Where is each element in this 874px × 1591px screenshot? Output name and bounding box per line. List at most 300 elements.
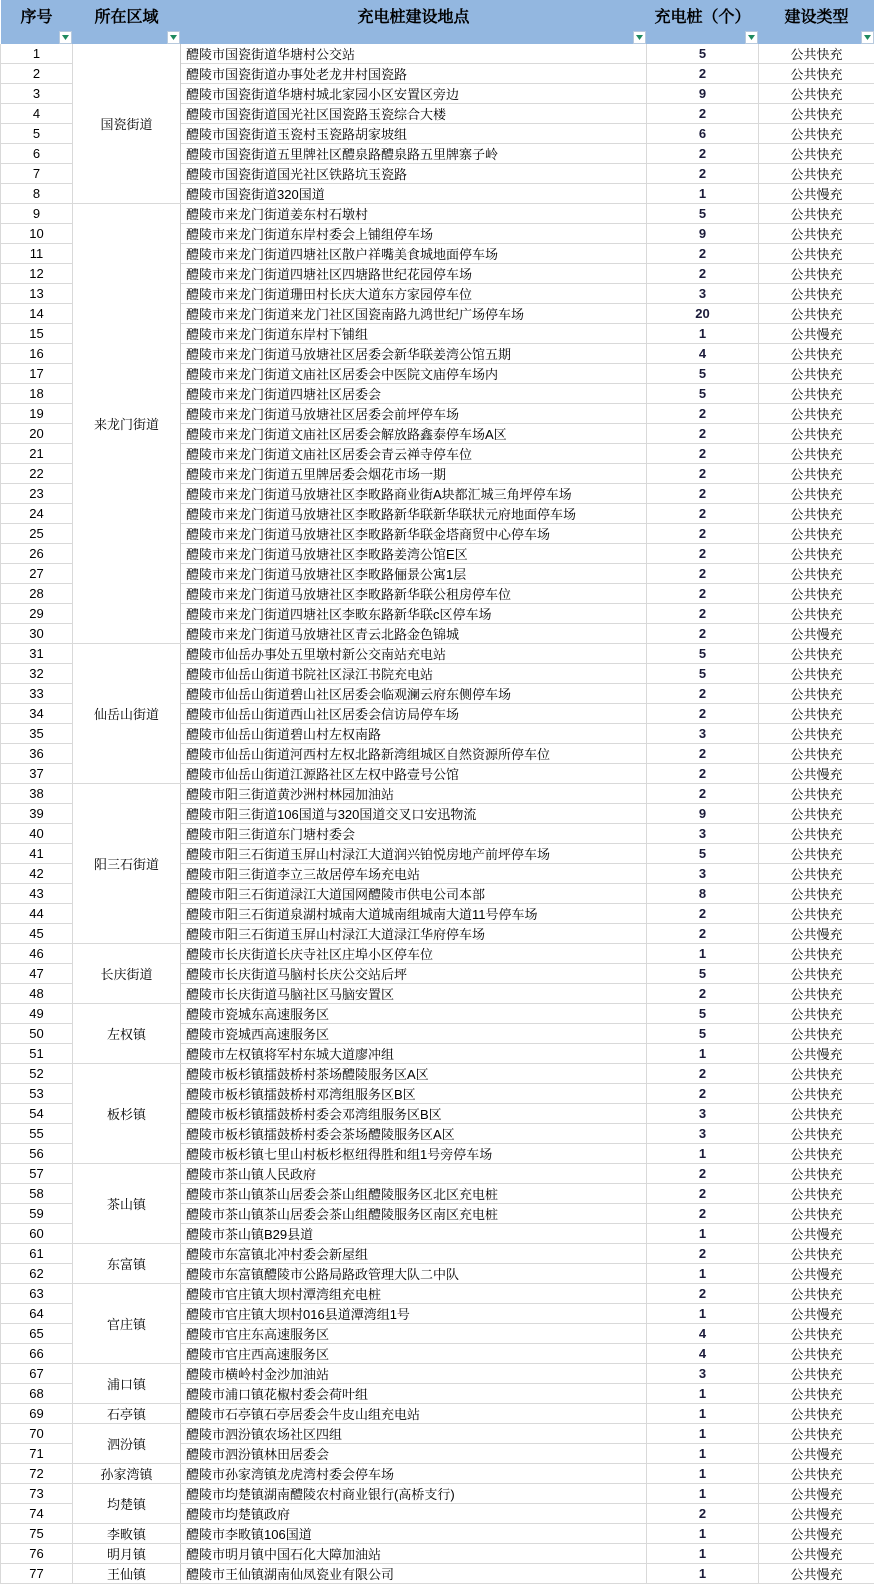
cell-type: 公共快充: [759, 424, 874, 444]
cell-type: 公共快充: [759, 784, 874, 804]
table-row: [1, 44, 874, 64]
filter-dropdown-icon-location[interactable]: [633, 31, 646, 44]
cell-type: 公共快充: [759, 724, 874, 744]
cell-index: 25: [1, 524, 73, 544]
table-row: [1, 204, 874, 224]
cell-type: 公共快充: [759, 584, 874, 604]
cell-location: 醴陵市长庆街道马脑村长庆公交站后坪: [181, 964, 647, 984]
cell-location: 醴陵市仙岳山街道碧山社区居委会临观澜云府东侧停车场: [181, 684, 647, 704]
cell-count: 2: [647, 504, 759, 524]
cell-count: 5: [647, 44, 759, 64]
filter-dropdown-icon-region[interactable]: [167, 31, 180, 44]
cell-region: 孙家湾镇: [73, 1464, 181, 1484]
cell-count: 1: [647, 184, 759, 204]
cell-location: 醴陵市石亭镇石亭居委会牛皮山组充电站: [181, 1404, 647, 1424]
cell-index: 32: [1, 664, 73, 684]
cell-count: 1: [647, 1544, 759, 1564]
cell-type: 公共快充: [759, 1024, 874, 1044]
cell-location: 醴陵市国瓷街道五里牌社区醴泉路醴泉路五里牌寨子岭: [181, 144, 647, 164]
cell-type: 公共快充: [759, 824, 874, 844]
cell-index: 69: [1, 1404, 73, 1424]
table-row: [1, 1064, 874, 1084]
cell-count: 2: [647, 484, 759, 504]
cell-count: 1: [647, 1524, 759, 1544]
cell-type: 公共慢充: [759, 1524, 874, 1544]
cell-type: 公共快充: [759, 304, 874, 324]
cell-type: 公共快充: [759, 1244, 874, 1264]
table-row: [1, 1364, 874, 1384]
cell-type: 公共快充: [759, 1464, 874, 1484]
cell-location: 醴陵市阳三街道106国道与320国道交叉口安迅物流: [181, 804, 647, 824]
table-row: [1, 1544, 874, 1564]
cell-index: 24: [1, 504, 73, 524]
cell-type: 公共快充: [759, 904, 874, 924]
cell-location: 醴陵市仙岳山街道碧山村左权南路: [181, 724, 647, 744]
cell-index: 65: [1, 1324, 73, 1344]
cell-type: 公共慢充: [759, 1044, 874, 1064]
cell-type: 公共快充: [759, 1104, 874, 1124]
cell-index: 14: [1, 304, 73, 324]
cell-location: 醴陵市明月镇中国石化大障加油站: [181, 1544, 647, 1564]
cell-location: 醴陵市阳三街道李立三故居停车场充电站: [181, 864, 647, 884]
cell-region: 阳三石街道: [73, 784, 181, 944]
cell-type: 公共快充: [759, 1164, 874, 1184]
cell-type: 公共快充: [759, 884, 874, 904]
cell-location: 醴陵市来龙门街道文庙社区居委会解放路鑫泰停车场A区: [181, 424, 647, 444]
cell-location: 醴陵市阳三石街道玉屏山村渌江大道润兴铂悦房地产前坪停车场: [181, 844, 647, 864]
cell-count: 5: [647, 964, 759, 984]
cell-type: 公共快充: [759, 964, 874, 984]
table-row: [1, 1164, 874, 1184]
cell-index: 15: [1, 324, 73, 344]
cell-location: 醴陵市孙家湾镇龙虎湾村委会停车场: [181, 1464, 647, 1484]
cell-location: 醴陵市茶山镇人民政府: [181, 1164, 647, 1184]
cell-count: 2: [647, 904, 759, 924]
cell-type: 公共快充: [759, 64, 874, 84]
cell-count: 2: [647, 1184, 759, 1204]
cell-type: 公共快充: [759, 504, 874, 524]
table-row: [1, 1564, 874, 1584]
cell-location: 醴陵市板杉镇七里山村板杉枢纽得胜和组1号旁停车场: [181, 1144, 647, 1164]
cell-count: 2: [647, 544, 759, 564]
cell-location: 醴陵市阳三街道东门塘村委会: [181, 824, 647, 844]
cell-location: 醴陵市来龙门街道四塘社区李畋东路新华联c区停车场: [181, 604, 647, 624]
cell-count: 2: [647, 244, 759, 264]
cell-index: 27: [1, 564, 73, 584]
cell-index: 67: [1, 1364, 73, 1384]
cell-type: 公共快充: [759, 364, 874, 384]
cell-region: 官庄镇: [73, 1284, 181, 1364]
cell-type: 公共快充: [759, 464, 874, 484]
cell-index: 2: [1, 64, 73, 84]
cell-location: 醴陵市来龙门街道东岸村委会上铺组停车场: [181, 224, 647, 244]
cell-index: 21: [1, 444, 73, 464]
cell-type: 公共快充: [759, 1064, 874, 1084]
cell-location: 醴陵市茶山镇茶山居委会茶山组醴陵服务区南区充电桩: [181, 1204, 647, 1224]
cell-count: 9: [647, 804, 759, 824]
cell-count: 1: [647, 1144, 759, 1164]
cell-index: 16: [1, 344, 73, 364]
cell-index: 72: [1, 1464, 73, 1484]
cell-region: 板杉镇: [73, 1064, 181, 1164]
cell-region: 泗汾镇: [73, 1424, 181, 1464]
cell-index: 18: [1, 384, 73, 404]
cell-location: 醴陵市长庆街道长庆寺社区庄埠小区停车位: [181, 944, 647, 964]
cell-index: 8: [1, 184, 73, 204]
cell-location: 醴陵市来龙门街道四塘社区散户祥嘴美食城地面停车场: [181, 244, 647, 264]
cell-index: 50: [1, 1024, 73, 1044]
header-cell-count: 充电桩（个）: [647, 0, 759, 30]
cell-region: 浦口镇: [73, 1364, 181, 1404]
cell-index: 53: [1, 1084, 73, 1104]
cell-count: 3: [647, 1124, 759, 1144]
cell-region: 王仙镇: [73, 1564, 181, 1584]
cell-location: 醴陵市泗汾镇林田居委会: [181, 1444, 647, 1464]
cell-index: 17: [1, 364, 73, 384]
cell-count: 2: [647, 704, 759, 724]
cell-type: 公共快充: [759, 1004, 874, 1024]
header-cell-location: 充电桩建设地点: [181, 0, 647, 30]
cell-index: 1: [1, 44, 73, 64]
cell-location: 醴陵市来龙门街道马放塘社区居委会新华联姜湾公馆五期: [181, 344, 647, 364]
filter-dropdown-icon-index[interactable]: [59, 31, 72, 44]
cell-type: 公共快充: [759, 384, 874, 404]
cell-index: 36: [1, 744, 73, 764]
cell-count: 2: [647, 1244, 759, 1264]
cell-location: 醴陵市来龙门街道珊田村长庆大道东方家园停车位: [181, 284, 647, 304]
table-row: [1, 944, 874, 964]
cell-type: 公共快充: [759, 1204, 874, 1224]
cell-index: 11: [1, 244, 73, 264]
cell-type: 公共快充: [759, 144, 874, 164]
cell-location: 醴陵市王仙镇湖南仙凤瓷业有限公司: [181, 1564, 647, 1584]
cell-location: 醴陵市浦口镇花椒村委会荷叶组: [181, 1384, 647, 1404]
cell-location: 醴陵市板杉镇擂鼓桥村邓湾组服务区B区: [181, 1084, 647, 1104]
cell-index: 28: [1, 584, 73, 604]
cell-index: 60: [1, 1224, 73, 1244]
cell-index: 9: [1, 204, 73, 224]
cell-location: 醴陵市均楚镇政府: [181, 1504, 647, 1524]
cell-region: 石亭镇: [73, 1404, 181, 1424]
cell-location: 醴陵市来龙门街道四塘社区四塘路世纪花园停车场: [181, 264, 647, 284]
cell-location: 醴陵市左权镇将军村东城大道廖冲组: [181, 1044, 647, 1064]
table-row: [1, 1464, 874, 1484]
cell-count: 2: [647, 144, 759, 164]
cell-location: 醴陵市国瓷街道办事处老龙井村国瓷路: [181, 64, 647, 84]
cell-count: 3: [647, 1364, 759, 1384]
cell-index: 30: [1, 624, 73, 644]
cell-count: 9: [647, 84, 759, 104]
cell-type: 公共快充: [759, 744, 874, 764]
cell-count: 2: [647, 1204, 759, 1224]
cell-type: 公共快充: [759, 944, 874, 964]
table-body: [1, 44, 874, 1584]
cell-index: 48: [1, 984, 73, 1004]
cell-region: 茶山镇: [73, 1164, 181, 1244]
cell-count: 20: [647, 304, 759, 324]
cell-region: 仙岳山街道: [73, 644, 181, 784]
cell-type: 公共快充: [759, 684, 874, 704]
cell-count: 2: [647, 444, 759, 464]
cell-index: 54: [1, 1104, 73, 1124]
cell-location: 醴陵市阳三石街道渌江大道国网醴陵市供电公司本部: [181, 884, 647, 904]
cell-count: 5: [647, 204, 759, 224]
cell-type: 公共慢充: [759, 184, 874, 204]
cell-count: 3: [647, 284, 759, 304]
cell-type: 公共快充: [759, 524, 874, 544]
cell-index: 3: [1, 84, 73, 104]
filter-dropdown-icon-type[interactable]: [861, 31, 874, 44]
cell-type: 公共快充: [759, 1424, 874, 1444]
cell-type: 公共快充: [759, 1284, 874, 1304]
filter-cell-index: [1, 30, 73, 44]
cell-index: 70: [1, 1424, 73, 1444]
cell-type: 公共快充: [759, 704, 874, 724]
cell-location: 醴陵市官庄东高速服务区: [181, 1324, 647, 1344]
cell-location: 醴陵市东富镇北冲村委会新屋组: [181, 1244, 647, 1264]
cell-count: 2: [647, 1284, 759, 1304]
cell-count: 5: [647, 1004, 759, 1024]
cell-index: 71: [1, 1444, 73, 1464]
cell-index: 64: [1, 1304, 73, 1324]
cell-location: 醴陵市瓷城东高速服务区: [181, 1004, 647, 1024]
cell-type: 公共快充: [759, 1404, 874, 1424]
cell-index: 12: [1, 264, 73, 284]
cell-index: 66: [1, 1344, 73, 1364]
cell-count: 4: [647, 344, 759, 364]
table-row: [1, 1404, 874, 1424]
cell-type: 公共慢充: [759, 1224, 874, 1244]
cell-index: 49: [1, 1004, 73, 1024]
cell-location: 醴陵市来龙门街道五里牌居委会烟花市场一期: [181, 464, 647, 484]
cell-region: 李畋镇: [73, 1524, 181, 1544]
cell-count: 1: [647, 1384, 759, 1404]
cell-type: 公共慢充: [759, 924, 874, 944]
cell-index: 35: [1, 724, 73, 744]
header-cell-index: 序号: [1, 0, 73, 30]
cell-index: 68: [1, 1384, 73, 1404]
cell-location: 醴陵市瓷城西高速服务区: [181, 1024, 647, 1044]
cell-count: 2: [647, 1084, 759, 1104]
cell-location: 醴陵市阳三石街道玉屏山村渌江大道渌江华府停车场: [181, 924, 647, 944]
cell-count: 2: [647, 684, 759, 704]
cell-location: 醴陵市茶山镇茶山居委会茶山组醴陵服务区北区充电桩: [181, 1184, 647, 1204]
cell-count: 2: [647, 764, 759, 784]
cell-index: 63: [1, 1284, 73, 1304]
cell-location: 醴陵市泗汾镇农场社区四组: [181, 1424, 647, 1444]
cell-index: 62: [1, 1264, 73, 1284]
cell-location: 醴陵市官庄镇大坝村016县道潭湾组1号: [181, 1304, 647, 1324]
cell-index: 29: [1, 604, 73, 624]
cell-type: 公共慢充: [759, 324, 874, 344]
cell-count: 4: [647, 1344, 759, 1364]
cell-count: 1: [647, 1564, 759, 1584]
cell-index: 43: [1, 884, 73, 904]
filter-cell-count: [647, 30, 759, 44]
cell-type: 公共快充: [759, 1084, 874, 1104]
cell-count: 2: [647, 1164, 759, 1184]
cell-location: 醴陵市李畋镇106国道: [181, 1524, 647, 1544]
cell-region: 均楚镇: [73, 1484, 181, 1524]
cell-count: 5: [647, 364, 759, 384]
header-title-row: [1, 0, 874, 30]
header-cell-type: 建设类型: [759, 0, 874, 30]
cell-type: 公共慢充: [759, 1264, 874, 1284]
cell-count: 1: [647, 1444, 759, 1464]
cell-count: 1: [647, 1464, 759, 1484]
cell-type: 公共慢充: [759, 764, 874, 784]
cell-type: 公共慢充: [759, 1484, 874, 1504]
cell-index: 77: [1, 1564, 73, 1584]
cell-location: 醴陵市仙岳山街道书院社区渌江书院充电站: [181, 664, 647, 684]
cell-type: 公共快充: [759, 1124, 874, 1144]
cell-type: 公共快充: [759, 604, 874, 624]
cell-index: 56: [1, 1144, 73, 1164]
cell-index: 44: [1, 904, 73, 924]
filter-cell-region: [73, 30, 181, 44]
cell-index: 33: [1, 684, 73, 704]
cell-index: 31: [1, 644, 73, 664]
cell-count: 9: [647, 224, 759, 244]
cell-count: 2: [647, 104, 759, 124]
cell-index: 74: [1, 1504, 73, 1524]
cell-count: 2: [647, 624, 759, 644]
cell-region: 左权镇: [73, 1004, 181, 1064]
cell-type: 公共快充: [759, 644, 874, 664]
cell-type: 公共快充: [759, 1344, 874, 1364]
cell-count: 2: [647, 784, 759, 804]
cell-index: 41: [1, 844, 73, 864]
table-row: [1, 1004, 874, 1024]
cell-index: 10: [1, 224, 73, 244]
cell-index: 52: [1, 1064, 73, 1084]
cell-count: 2: [647, 1504, 759, 1524]
cell-type: 公共快充: [759, 1324, 874, 1344]
cell-index: 34: [1, 704, 73, 724]
table-row: [1, 1244, 874, 1264]
cell-location: 醴陵市国瓷街道华塘村公交站: [181, 44, 647, 64]
cell-index: 58: [1, 1184, 73, 1204]
cell-type: 公共快充: [759, 284, 874, 304]
cell-type: 公共快充: [759, 404, 874, 424]
cell-location: 醴陵市横岭村金沙加油站: [181, 1364, 647, 1384]
cell-count: 1: [647, 1404, 759, 1424]
cell-count: 3: [647, 864, 759, 884]
cell-location: 醴陵市来龙门街道文庙社区居委会中医院文庙停车场内: [181, 364, 647, 384]
cell-location: 醴陵市来龙门街道姜东村石墩村: [181, 204, 647, 224]
cell-type: 公共快充: [759, 164, 874, 184]
cell-location: 醴陵市来龙门街道来龙门社区国瓷南路九鸿世纪广场停车场: [181, 304, 647, 324]
cell-type: 公共快充: [759, 104, 874, 124]
cell-location: 醴陵市来龙门街道马放塘社区李畋路新华联金塔商贸中心停车场: [181, 524, 647, 544]
table-row: [1, 1424, 874, 1444]
cell-count: 1: [647, 1044, 759, 1064]
cell-count: 1: [647, 324, 759, 344]
cell-index: 45: [1, 924, 73, 944]
cell-location: 醴陵市阳三石街道泉湖村城南大道城南组城南大道11号停车场: [181, 904, 647, 924]
cell-count: 2: [647, 744, 759, 764]
cell-location: 醴陵市仙岳山街道河西村左权北路新湾组城区自然资源所停车位: [181, 744, 647, 764]
cell-location: 醴陵市国瓷街道华塘村城北家园小区安置区旁边: [181, 84, 647, 104]
cell-type: 公共快充: [759, 344, 874, 364]
cell-type: 公共快充: [759, 664, 874, 684]
cell-index: 39: [1, 804, 73, 824]
cell-location: 醴陵市板杉镇擂鼓桥村茶场醴陵服务区A区: [181, 1064, 647, 1084]
cell-index: 40: [1, 824, 73, 844]
cell-region: 明月镇: [73, 1544, 181, 1564]
cell-index: 20: [1, 424, 73, 444]
cell-location: 醴陵市茶山镇B29县道: [181, 1224, 647, 1244]
cell-location: 醴陵市东富镇醴陵市公路局路政管理大队二中队: [181, 1264, 647, 1284]
cell-count: 2: [647, 424, 759, 444]
cell-location: 醴陵市来龙门街道马放塘社区李畋路新华联公租房停车位: [181, 584, 647, 604]
cell-index: 59: [1, 1204, 73, 1224]
cell-location: 醴陵市来龙门街道马放塘社区李畋路姜湾公馆E区: [181, 544, 647, 564]
table-row: [1, 784, 874, 804]
cell-count: 3: [647, 824, 759, 844]
cell-index: 19: [1, 404, 73, 424]
cell-type: 公共快充: [759, 264, 874, 284]
cell-index: 38: [1, 784, 73, 804]
cell-index: 37: [1, 764, 73, 784]
cell-count: 4: [647, 1324, 759, 1344]
cell-location: 醴陵市均楚镇湖南醴陵农村商业银行(高桥支行): [181, 1484, 647, 1504]
cell-region: 长庆街道: [73, 944, 181, 1004]
cell-type: 公共慢充: [759, 1444, 874, 1464]
cell-index: 4: [1, 104, 73, 124]
cell-count: 1: [647, 1304, 759, 1324]
cell-location: 醴陵市来龙门街道马放塘社区青云北路金色锦城: [181, 624, 647, 644]
cell-type: 公共快充: [759, 224, 874, 244]
table-row: [1, 1484, 874, 1504]
cell-type: 公共快充: [759, 804, 874, 824]
cell-region: 国瓷街道: [73, 44, 181, 204]
cell-count: 8: [647, 884, 759, 904]
cell-index: 76: [1, 1544, 73, 1564]
cell-type: 公共快充: [759, 1364, 874, 1384]
table-row: [1, 1284, 874, 1304]
cell-count: 2: [647, 464, 759, 484]
table-row: [1, 1524, 874, 1544]
cell-type: 公共慢充: [759, 624, 874, 644]
cell-location: 醴陵市板杉镇擂鼓桥村委会茶场醴陵服务区A区: [181, 1124, 647, 1144]
cell-location: 醴陵市仙岳山街道江源路社区左权中路壹号公馆: [181, 764, 647, 784]
cell-location: 醴陵市仙岳办事处五里墩村新公交南站充电站: [181, 644, 647, 664]
cell-count: 5: [647, 664, 759, 684]
cell-count: 2: [647, 564, 759, 584]
cell-type: 公共慢充: [759, 1564, 874, 1584]
cell-location: 醴陵市国瓷街道国光社区国瓷路玉瓷综合大楼: [181, 104, 647, 124]
cell-location: 醴陵市官庄西高速服务区: [181, 1344, 647, 1364]
cell-type: 公共快充: [759, 984, 874, 1004]
filter-dropdown-icon-count[interactable]: [745, 31, 758, 44]
cell-count: 1: [647, 1224, 759, 1244]
cell-type: 公共慢充: [759, 1304, 874, 1324]
cell-index: 47: [1, 964, 73, 984]
cell-type: 公共快充: [759, 444, 874, 464]
cell-index: 5: [1, 124, 73, 144]
cell-location: 醴陵市来龙门街道马放塘社区李畋路新华联新华联状元府地面停车场: [181, 504, 647, 524]
cell-count: 1: [647, 1484, 759, 1504]
cell-region: 东富镇: [73, 1244, 181, 1284]
table-header: [1, 0, 874, 44]
cell-index: 55: [1, 1124, 73, 1144]
cell-type: 公共快充: [759, 564, 874, 584]
cell-count: 2: [647, 404, 759, 424]
filter-cell-location: [181, 30, 647, 44]
cell-count: 1: [647, 1264, 759, 1284]
cell-count: 5: [647, 384, 759, 404]
